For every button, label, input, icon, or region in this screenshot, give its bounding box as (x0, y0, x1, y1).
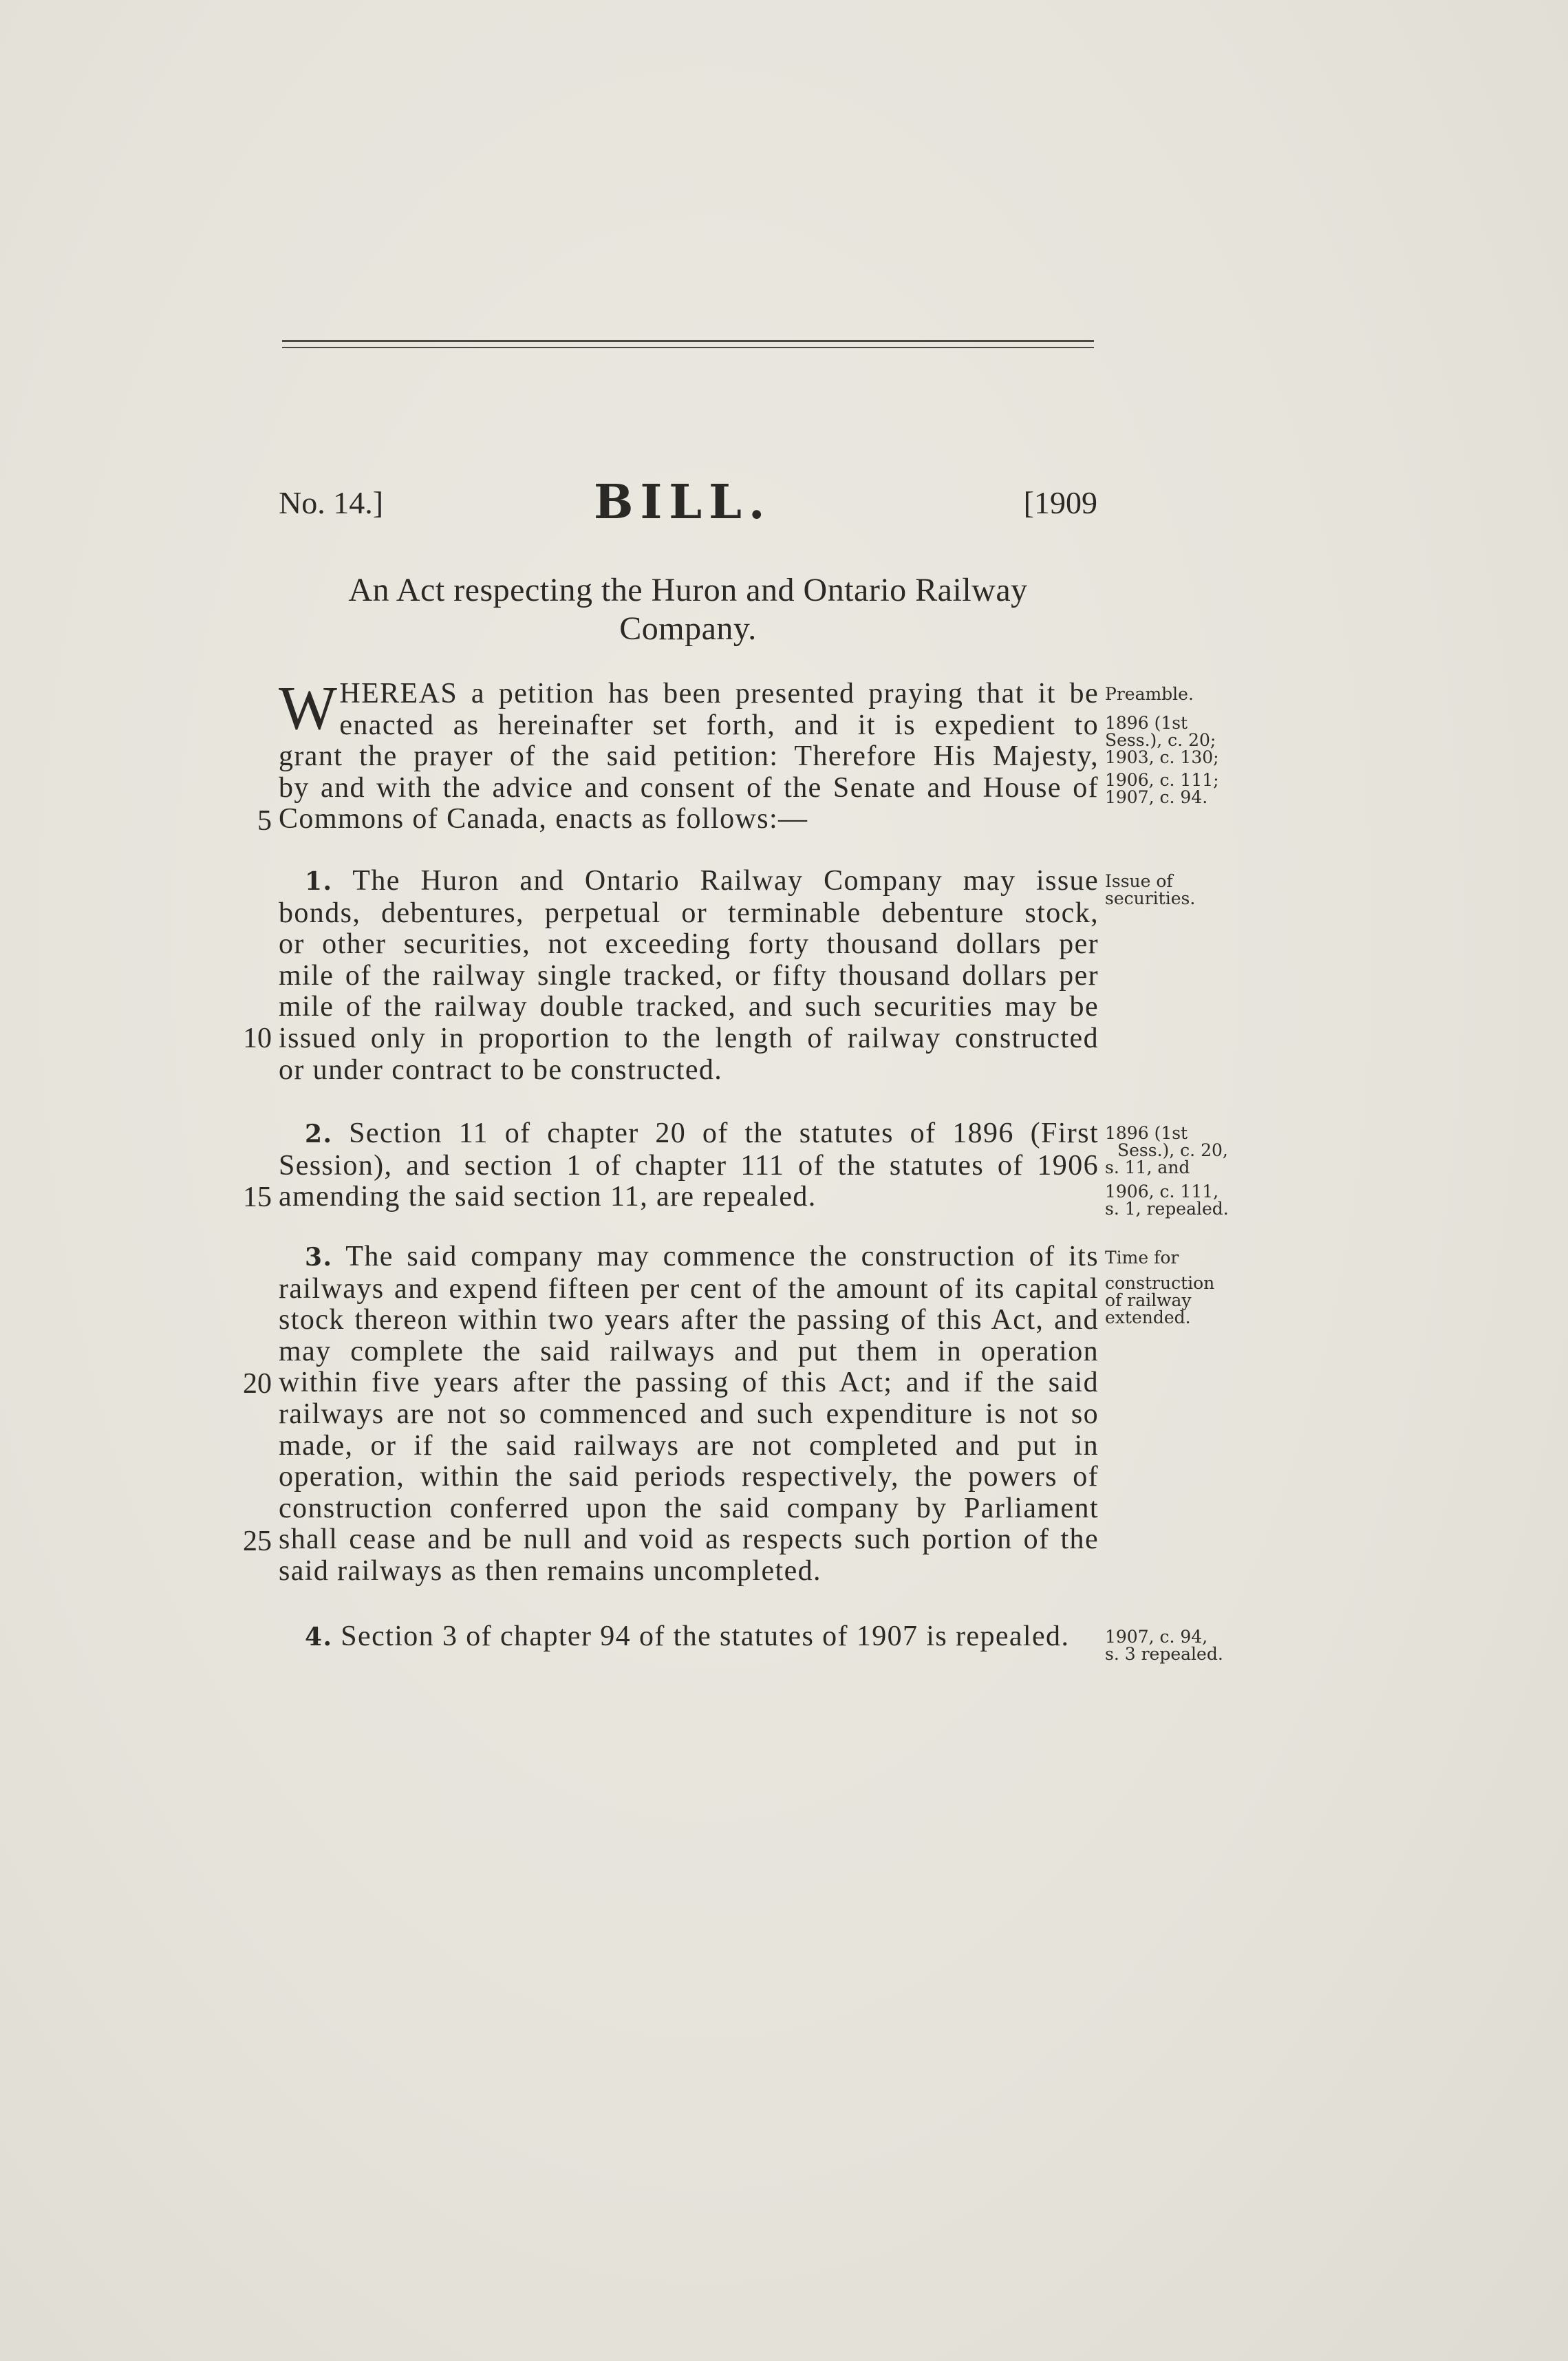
act-title-line-1: An Act respecting the Huron and Ontario Railway (348, 572, 1028, 608)
text-fragment: The said company may commence the construction of its (345, 1241, 1099, 1272)
text-line: amending the said section 11, are repealed. (279, 1181, 817, 1213)
text-fragment: Section 3 of chapter 94 of the statutes of 1907 is repealed. (341, 1621, 1070, 1652)
section-2 (279, 1118, 1099, 1213)
preamble-dropcap: W (279, 674, 339, 743)
text-line: railways and expend fifteen per cent of the amount of its capital (279, 1272, 1099, 1305)
top-rule (282, 340, 1094, 342)
line-number: 25 (243, 1526, 272, 1557)
line-number: 10 (243, 1023, 272, 1054)
section-3 (279, 1241, 1099, 1588)
section-1-number: 1. (305, 867, 333, 896)
text-line (279, 866, 1099, 898)
margin-line: of railway (1105, 1290, 1192, 1310)
text-fragment: Section 11 of chapter 20 of the statutes of 1896 (First (349, 1118, 1099, 1149)
margin-line: construction (1105, 1273, 1215, 1293)
text-line: said railways as then remains uncompleted. (279, 1555, 821, 1587)
margin-note-section-4 (1105, 1628, 1249, 1663)
text-line: grant the prayer of the said petition: Therefore His Majesty, (279, 740, 1099, 773)
section-3-number: 3. (305, 1243, 333, 1272)
text-line: or other securities, not exceeding forty thousand dollars per (279, 928, 1099, 961)
bill-year: [1909 (1023, 485, 1097, 520)
text-fragment: The Huron and Ontario Railway Company may issue (352, 865, 1099, 897)
text-line: bonds, debentures, perpetual or terminable debenture stock, (279, 897, 1099, 929)
text-line: shall cease and be null and void as respects such portion of the (279, 1524, 1099, 1556)
line-number: 5 (257, 805, 272, 837)
text-line: Session), and section 1 of chapter 111 of the statutes of 1906 (279, 1149, 1099, 1182)
margin-note-section-3 (1105, 1249, 1249, 1326)
text-line: issued only in proportion to the length of railway constructed (279, 1022, 1099, 1054)
margin-note-preamble (1105, 685, 1249, 806)
text-line: HEREAS a petition has been presented praying that it be (339, 678, 1099, 709)
margin-line: Issue of (1105, 871, 1173, 891)
margin-line: Sess.), c. 20, (1117, 1140, 1228, 1160)
text-line (279, 1621, 1099, 1654)
margin-line: s. 1, repealed. (1105, 1199, 1229, 1219)
section-1 (279, 866, 1099, 1086)
text-line: operation, within the said periods respectively, the powers of (279, 1461, 1099, 1493)
line-number: 15 (243, 1182, 272, 1213)
text-line (279, 1118, 1099, 1151)
section-4 (279, 1621, 1099, 1654)
margin-line: s. 3 repealed. (1105, 1644, 1223, 1664)
margin-line: 1896 (1st (1105, 1123, 1188, 1143)
margin-note-section-1 (1105, 873, 1249, 907)
act-title-line-2: Company. (619, 610, 757, 647)
margin-note-section-2 (1105, 1124, 1249, 1217)
text-line: may complete the said railways and put them in operation (279, 1335, 1099, 1367)
bill-header (279, 475, 1097, 530)
bill-heading: BILL. (594, 475, 772, 530)
top-rule-thin (282, 347, 1094, 348)
text-line: Commons of Canada, enacts as follows:— (279, 803, 808, 835)
margin-line: extended. (1105, 1307, 1191, 1327)
text-line: or under contract to be constructed. (279, 1054, 723, 1086)
text-line: made, or if the said railways are not completed and put in (279, 1429, 1099, 1462)
text-line (279, 1241, 1099, 1274)
text-line: stock thereon within two years after the passing of this Act, and (279, 1304, 1099, 1336)
margin-line: Time for (1105, 1248, 1179, 1268)
preamble-paragraph (279, 674, 1099, 835)
section-2-number: 2. (305, 1120, 333, 1149)
text-line: enacted as hereinafter set forth, and it is expedient to (339, 709, 1099, 741)
margin-line: Preamble. (1105, 684, 1194, 704)
text-line: mile of the railway single tracked, or fifty thousand dollars per (279, 959, 1099, 992)
text-line: by and with the advice and consent of the Senate and House of (279, 771, 1099, 804)
margin-line: 1906, c. 111, (1105, 1182, 1219, 1201)
margin-line: 1896 (1st (1105, 713, 1188, 733)
margin-line: securities. (1105, 888, 1196, 908)
text-line: within five years after the passing of this Act; and if the said (279, 1367, 1099, 1399)
margin-line: 1907, c. 94. (1105, 787, 1208, 807)
text-line: railways are not so commenced and such expenditure is not so (279, 1398, 1099, 1430)
act-title (279, 571, 1097, 648)
margin-line: s. 11, and (1105, 1157, 1190, 1177)
text-line: construction conferred upon the said company by Parliament (279, 1492, 1099, 1524)
margin-line: 1903, c. 130; (1105, 747, 1219, 767)
text-line: mile of the railway double tracked, and such securities may be (279, 991, 1099, 1023)
bill-number: No. 14.] (279, 485, 384, 520)
line-number: 20 (243, 1368, 272, 1400)
margin-line: Sess.), c. 20; (1105, 730, 1216, 750)
section-4-number: 4. (305, 1623, 333, 1652)
margin-line: 1907, c. 94, (1105, 1627, 1208, 1647)
margin-line: 1906, c. 111; (1105, 770, 1219, 790)
